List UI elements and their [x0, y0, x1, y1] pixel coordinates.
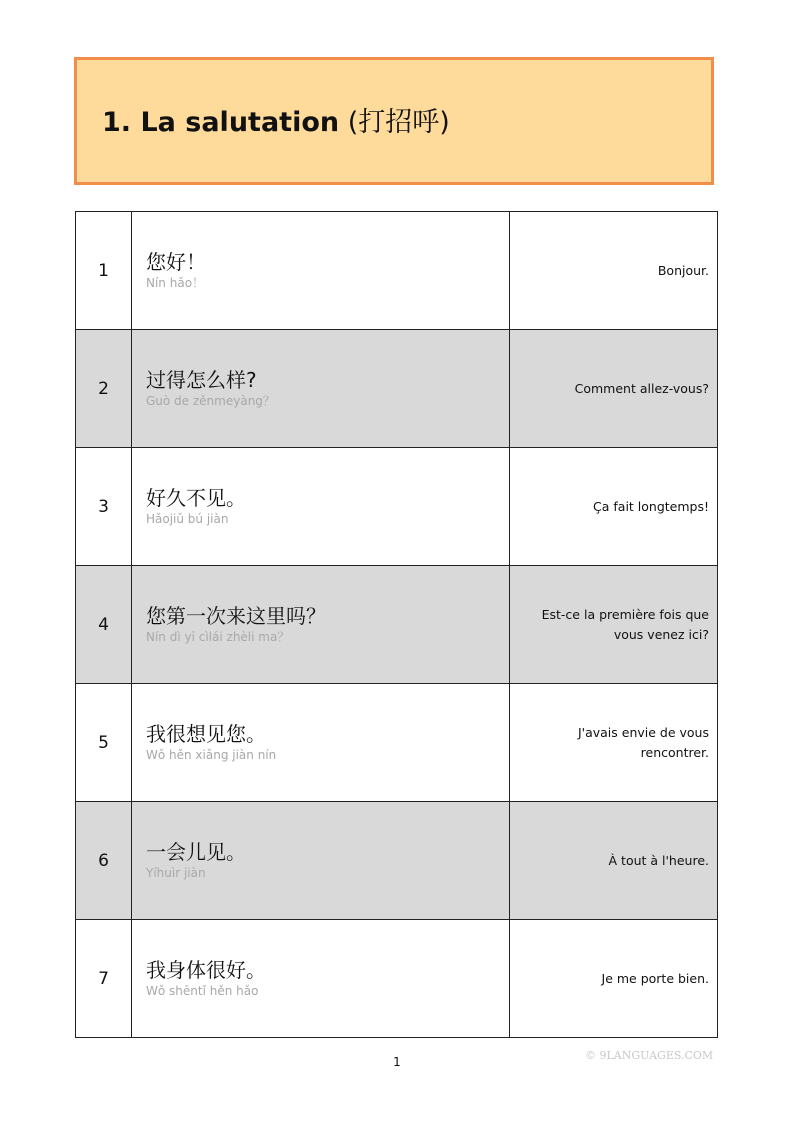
phrase-row-7	[76, 920, 718, 1038]
phrase-row-5	[76, 684, 718, 802]
phrase-row-2	[76, 330, 718, 448]
phrase-pinyin: Yíhuìr jiàn	[146, 866, 206, 880]
phrase-number: 4	[76, 566, 132, 684]
phrase-row-4	[76, 566, 718, 684]
phrase-chinese-cell	[132, 920, 510, 1038]
phrase-pinyin: Hǎojiǔ bú jiàn	[146, 512, 229, 526]
phrase-chinese-cell	[132, 802, 510, 920]
phrase-chinese: 您第一次来这里吗？	[146, 604, 326, 628]
phrase-number: 2	[76, 330, 132, 448]
phrase-pinyin: Nín hǎo！	[146, 276, 205, 290]
phrase-pinyin: Guò de zěnmeyàng？	[146, 394, 275, 408]
phrase-number: 7	[76, 920, 132, 1038]
phrase-french: Je me porte bien.	[510, 920, 718, 1038]
phrase-chinese: 我很想见您。	[146, 722, 266, 746]
phrase-row-6	[76, 802, 718, 920]
phrase-table	[75, 211, 718, 1038]
page-number: 1	[393, 1055, 401, 1069]
phrase-row-3	[76, 448, 718, 566]
phrase-chinese-cell	[132, 566, 510, 684]
phrase-chinese-cell	[132, 330, 510, 448]
phrase-pinyin: Wǒ shēntǐ hěn hǎo	[146, 984, 259, 998]
phrase-number: 3	[76, 448, 132, 566]
phrase-chinese: 我身体很好。	[146, 958, 266, 982]
phrase-chinese-cell	[132, 684, 510, 802]
phrase-chinese-cell	[132, 212, 510, 330]
phrase-chinese-cell	[132, 448, 510, 566]
phrase-french: J'avais envie de vous rencontrer.	[510, 684, 718, 802]
phrase-chinese: 好久不见。	[146, 486, 246, 510]
phrase-number: 1	[76, 212, 132, 330]
phrase-french: À tout à l'heure.	[510, 802, 718, 920]
phrase-chinese: 过得怎么样?	[146, 368, 257, 392]
phrase-french: Bonjour.	[510, 212, 718, 330]
phrase-row-1	[76, 212, 718, 330]
phrase-number: 6	[76, 802, 132, 920]
phrase-french: Ça fait longtemps!	[510, 448, 718, 566]
section-title-french: 1. La salutation	[102, 107, 340, 138]
phrase-chinese: 您好！	[146, 250, 206, 274]
phrase-chinese: 一会儿见。	[146, 840, 246, 864]
phrase-pinyin: Wǒ hěn xiǎng jiàn nín	[146, 748, 277, 762]
phrase-number: 5	[76, 684, 132, 802]
copyright-watermark: © 9LANGUAGES.COM	[585, 1049, 714, 1062]
phrase-pinyin: Nín dì yī cìlái zhèli ma？	[146, 630, 290, 644]
phrase-french: Est-ce la première fois que vous venez ici?	[510, 566, 718, 684]
section-title	[102, 107, 450, 139]
section-title-box	[74, 57, 714, 185]
phrase-french: Comment allez-vous?	[510, 330, 718, 448]
section-title-chinese: (打招呼)	[347, 107, 450, 138]
